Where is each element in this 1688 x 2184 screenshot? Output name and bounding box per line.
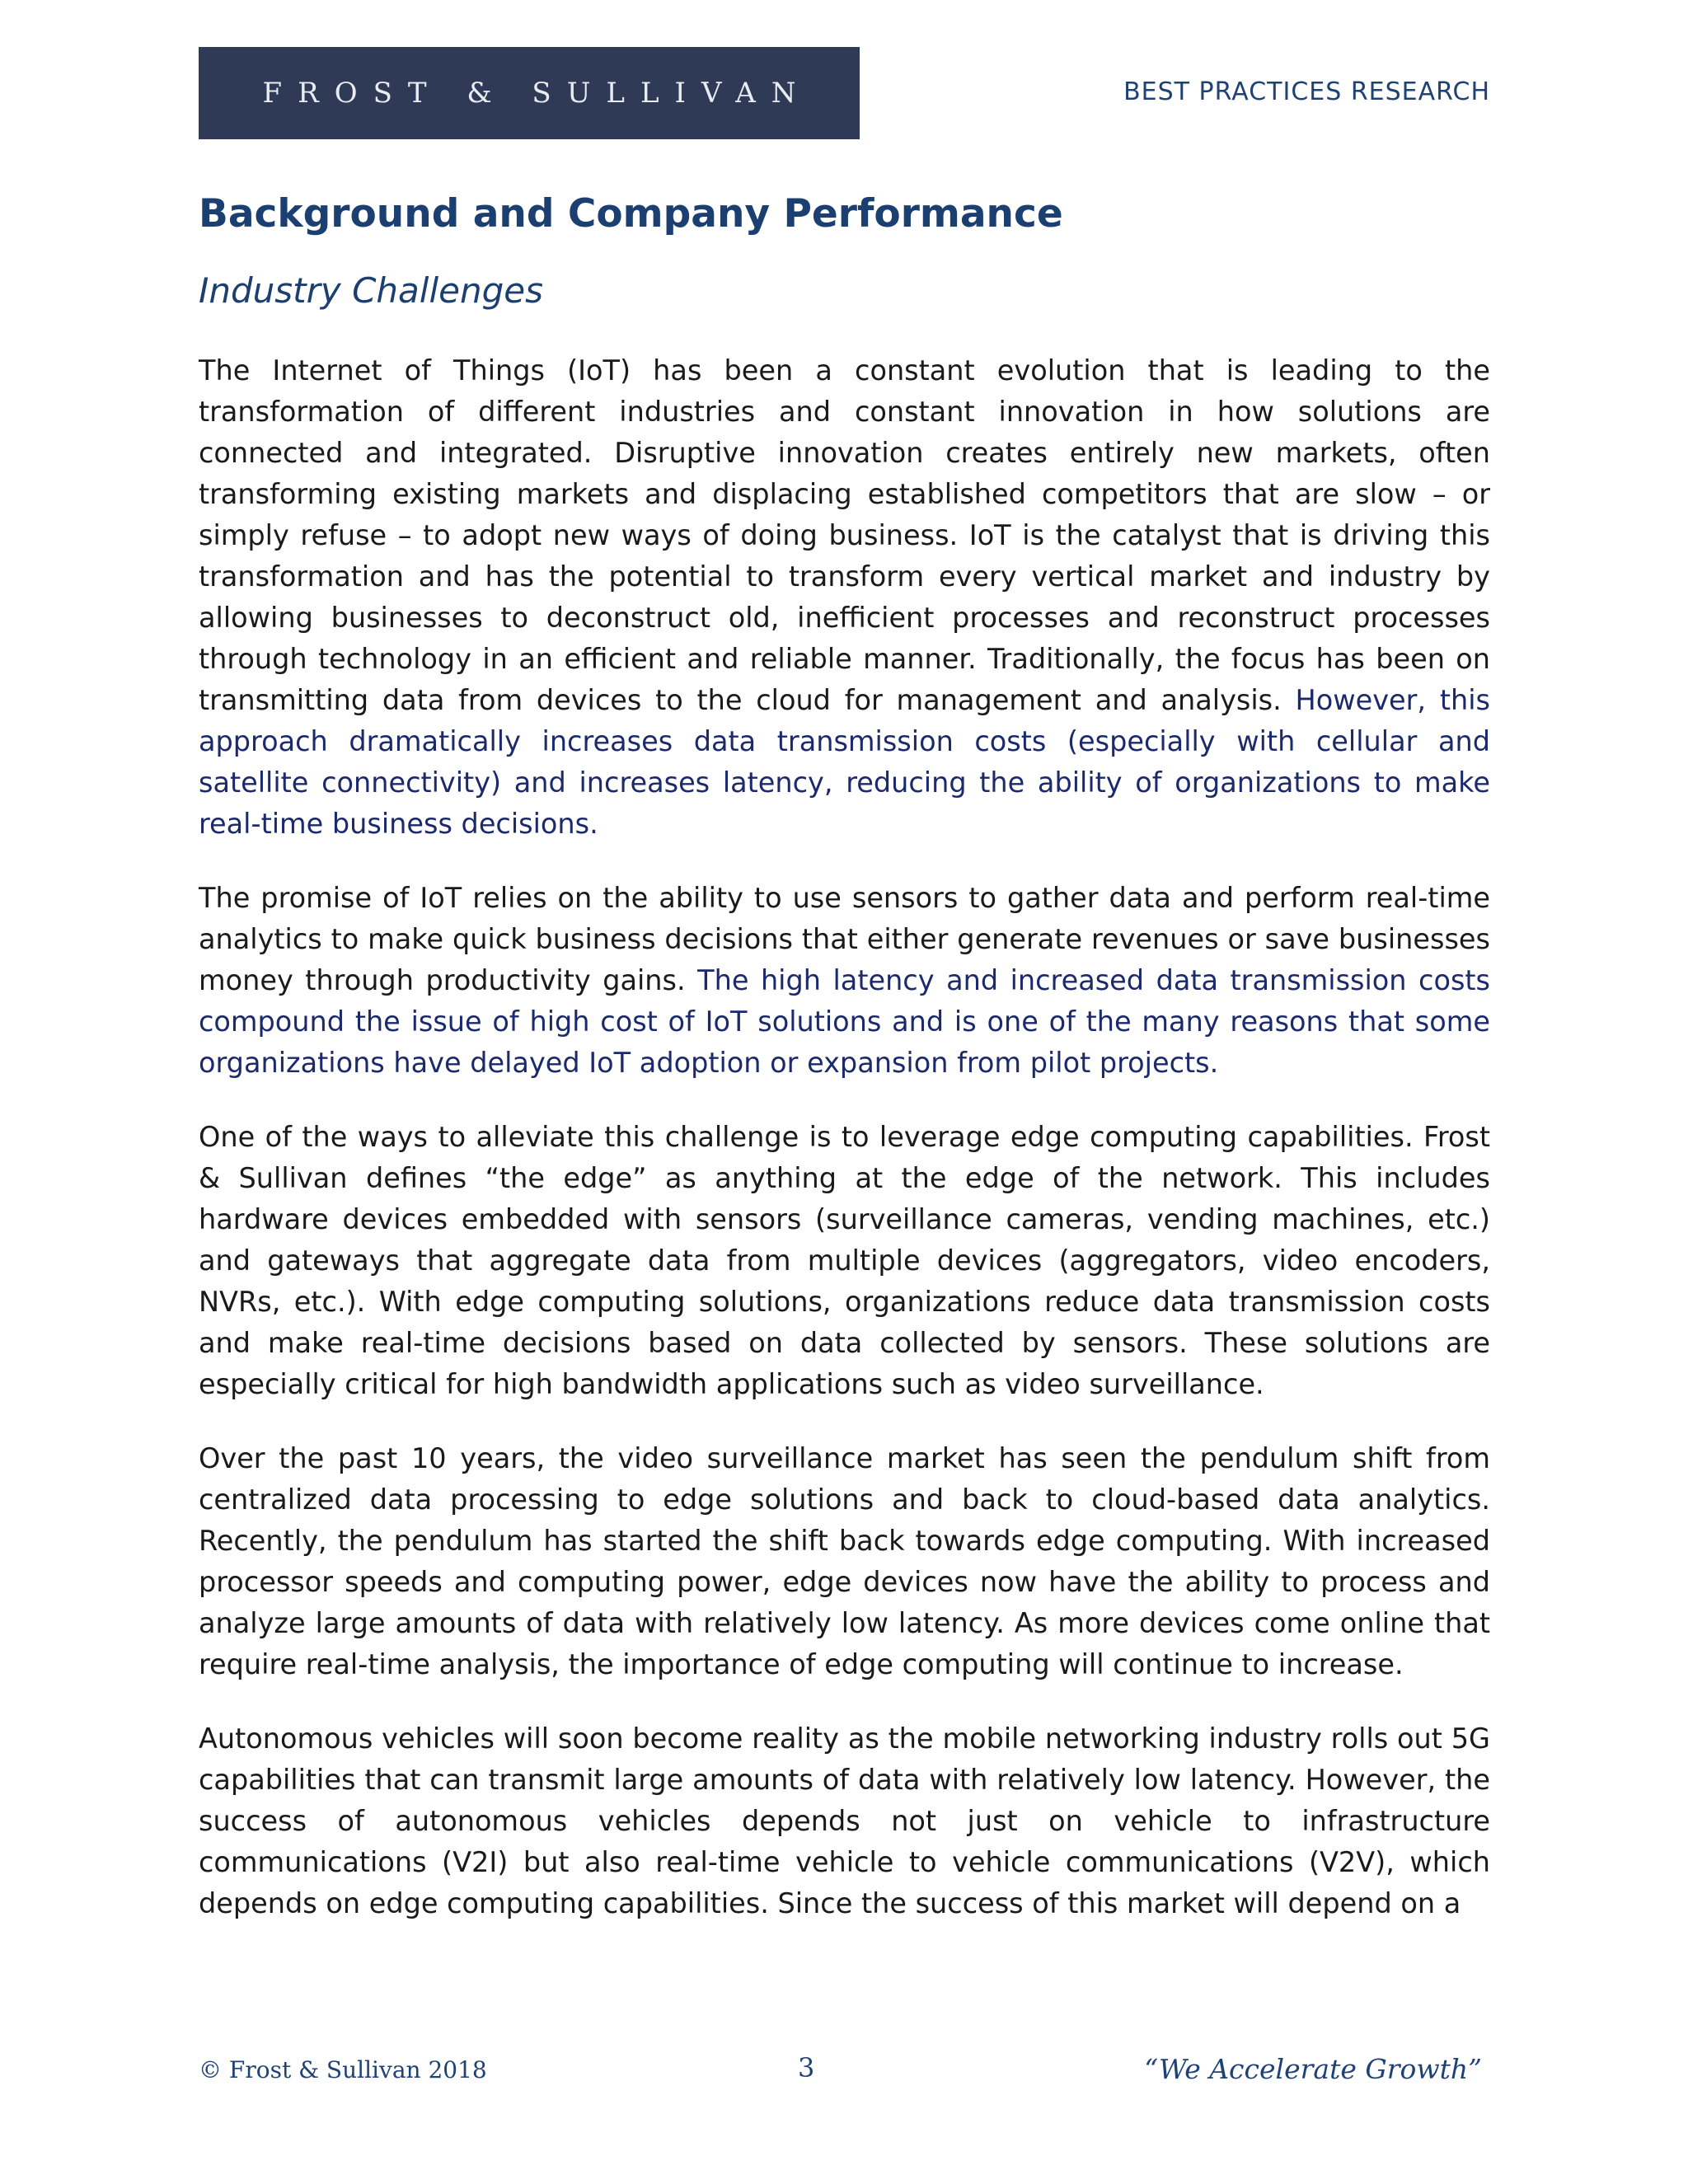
paragraph-text: Over the past 10 years, the video surveillance market has seen the pendulum shift from centralized data processing to edge solutions and back to cloud-based data analytics. Recently, the pendulum has started the shift back towards edge computing. With increased processor speeds and computing power, edge devices now have the ability to process and analyze large amounts of data with relatively low latency. As more devices come online that require real-time analysis, the importance of edge computing will continue to increase. <box>199 1442 1490 1680</box>
paragraph <box>199 1718 1490 1924</box>
header-label: BEST PRACTICES RESEARCH <box>1123 77 1490 106</box>
subsection-title: Industry Challenges <box>199 270 543 311</box>
paragraph <box>199 1438 1490 1685</box>
footer-copyright: © Frost & Sullivan 2018 <box>199 2056 487 2083</box>
footer-tagline: “We Accelerate Growth” <box>1144 2053 1482 2085</box>
paragraph <box>199 1117 1490 1405</box>
paragraph-text: One of the ways to alleviate this challenge is to leverage edge computing capabilities. Frost & Sullivan defines “the edge” as anything at the edge of the network. This includes hardware devices embedded with sensors (surveillance cameras, vending machines, etc.) and gateways that aggregate data from multiple devices (aggregators, video encoders, NVRs, etc.). With edge computing solutions, organizations reduce data transmission costs and make real-time decisions based on data collected by sensors. These solutions are especially critical for high bandwidth applications such as video surveillance. <box>199 1121 1490 1400</box>
paragraph-highlight: However, this approach dramatically increases data transmission costs (especially with cellular and satellite connectivity) and increases latency, reducing the ability of organizations to make real-time business decisions. <box>199 684 1490 840</box>
page-number: 3 <box>798 2052 815 2083</box>
logo-text: FROST & SULLIVAN <box>262 77 812 110</box>
paragraph <box>199 878 1490 1084</box>
paragraph-text: Autonomous vehicles will soon become reality as the mobile networking industry rolls out 5G capabilities that can transmit large amounts of data with relatively low latency. However, the success of autonomous vehicles depends not just on vehicle to infrastructure communications (V2I) but also real-time vehicle to vehicle communications (V2V), which depends on edge computing capabilities. Since the success of this market will depend on a <box>199 1722 1490 1919</box>
paragraph-text: The Internet of Things (IoT) has been a constant evolution that is leading to the transformation of different industries and constant innovation in how solutions are connected and integrated. Disruptive innovation creates entirely new markets, often transforming existing markets and displacing established competitors that are slow – or simply refuse – to adopt new ways of doing business. IoT is the catalyst that is driving this transformation and has the potential to transform every vertical market and industry by allowing businesses to deconstruct old, inefficient processes and reconstruct processes through technology in an efficient and reliable manner. Traditionally, the focus has been on transmitting data from devices to the cloud for management and analysis. <box>199 354 1490 716</box>
section-title: Background and Company Performance <box>199 191 1063 237</box>
body-text <box>199 350 1490 1957</box>
paragraph-text: The promise of IoT relies on the ability to use sensors to gather data and perform real-time analytics to make quick business decisions that either generate revenues or save businesses money through productivity gains. <box>199 882 1490 996</box>
company-logo <box>199 47 860 139</box>
paragraph <box>199 350 1490 845</box>
paragraph-highlight: The high latency and increased data transmission costs compound the issue of high cost of IoT solutions and is one of the many reasons that some organizations have delayed IoT adoption or expansion from pilot projects. <box>199 964 1490 1079</box>
